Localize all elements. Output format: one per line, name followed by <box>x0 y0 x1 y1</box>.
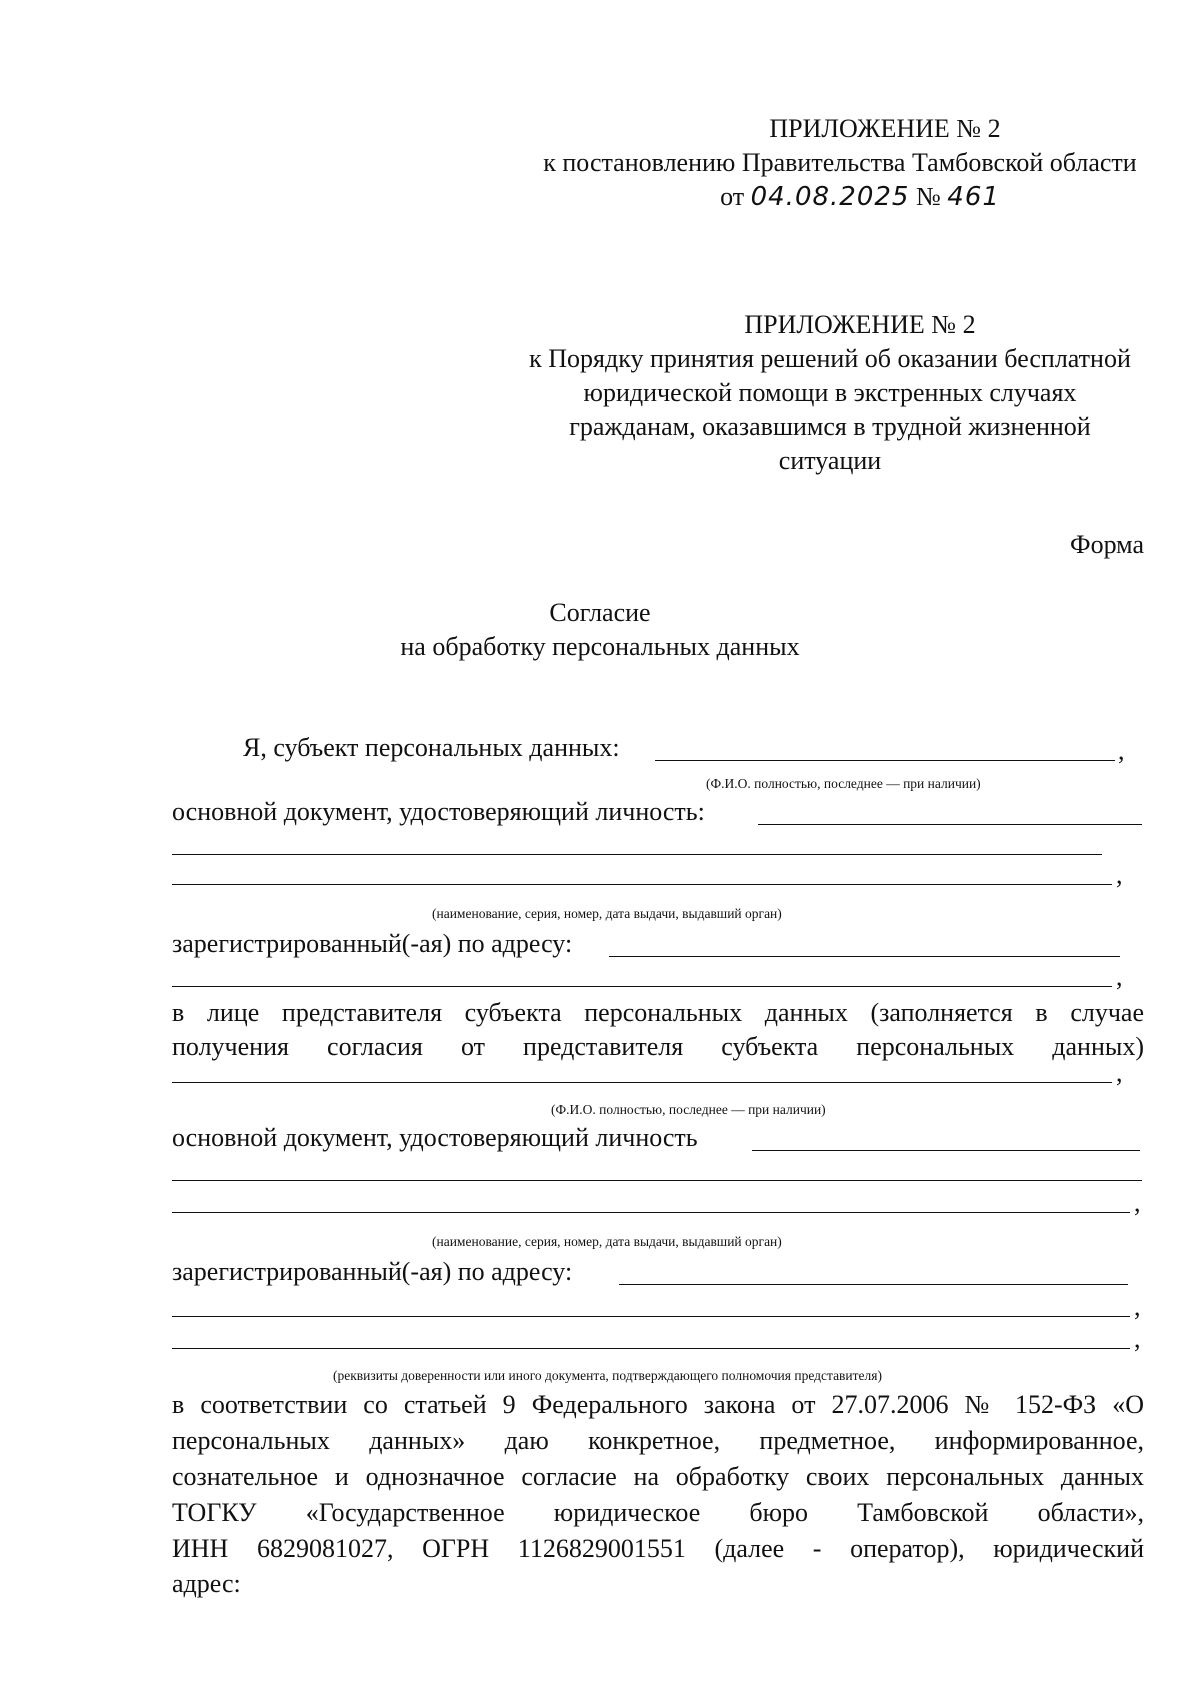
form-label: Форма <box>1070 530 1144 559</box>
number-sign: № <box>915 182 941 211</box>
consent-line-5: ИНН 6829081027, ОГРН 1126829001551 (далее - оператор), юридический <box>172 1534 1144 1563</box>
document-label: основной документ, удостоверяющий личность: <box>172 797 705 826</box>
document-field-line-3[interactable] <box>172 884 1112 885</box>
title-line-2: на обработку персональных данных <box>400 632 800 661</box>
subject-name-hint: (Ф.И.О. полностью, последнее — при наличии) <box>706 776 981 791</box>
document-field-line-2[interactable] <box>172 854 1102 855</box>
representative-line-1: в лице представителя субъекта персональных данных (заполняется в случае <box>172 998 1144 1027</box>
consent-line-6: адрес: <box>172 1569 241 1598</box>
rep-document-field-line-2[interactable] <box>172 1180 1142 1181</box>
appendix-reference-line: юридической помощи в экстренных случаях <box>583 378 1077 407</box>
date-prefix: от <box>720 182 745 211</box>
rep-document-field-line-3[interactable] <box>172 1212 1130 1213</box>
comma: , <box>1134 1188 1141 1217</box>
consent-line-3: сознательное и однозначное согласие на обработку своих персональных данных <box>172 1462 1144 1491</box>
appendix-header-2 <box>500 308 1160 478</box>
rep-address-label: зарегистрированный(-ая) по адресу: <box>172 1257 573 1286</box>
consent-line-4: ТОГКУ «Государственное юридическое бюро Тамбовской области», <box>172 1498 1144 1527</box>
rep-address-field-line-2[interactable] <box>172 1316 1130 1317</box>
representative-line-2: получения согласия от представителя субъекта персональных данных) <box>172 1032 1144 1061</box>
address-field-line-2[interactable] <box>172 986 1112 987</box>
comma: , <box>1134 1292 1141 1321</box>
document-field[interactable] <box>758 824 1142 825</box>
appendix-title: ПРИЛОЖЕНИЕ № 2 <box>744 310 976 339</box>
comma: , <box>1118 736 1125 765</box>
representative-name-hint: (Ф.И.О. полностью, последнее — при наличии) <box>551 1102 826 1117</box>
rep-document-field[interactable] <box>752 1150 1140 1151</box>
proxy-field[interactable] <box>172 1348 1130 1349</box>
comma: , <box>1134 1324 1141 1353</box>
appendix-reference-line: ситуации <box>778 446 882 475</box>
comma: , <box>1116 1058 1123 1087</box>
appendix-header-1 <box>520 112 1160 214</box>
comma: , <box>1116 860 1123 889</box>
appendix-date-line <box>520 180 1160 214</box>
address-field[interactable] <box>609 956 1120 957</box>
address-label: зарегистрированный(-ая) по адресу: <box>172 929 573 958</box>
appendix-reference-line: гражданам, оказавшимся в трудной жизненной <box>569 412 1091 441</box>
handwritten-number: 461 <box>947 182 1000 212</box>
handwritten-date: 04.08.2025 <box>750 182 910 212</box>
document-hint: (наименование, серия, номер, дата выдачи, выдавший орган) <box>432 906 782 921</box>
document-title <box>0 596 1200 664</box>
subject-name-field[interactable] <box>655 760 1115 761</box>
consent-line-2: персональных данных» даю конкретное, предметное, информированное, <box>172 1426 1144 1455</box>
appendix-title: ПРИЛОЖЕНИЕ № 2 <box>769 114 1001 143</box>
comma: , <box>1116 962 1123 991</box>
appendix-reference: к постановлению Правительства Тамбовской области <box>543 148 1137 177</box>
appendix-reference-line: к Порядку принятия решений об оказании бесплатной <box>529 344 1131 373</box>
rep-document-hint: (наименование, серия, номер, дата выдачи, выдавший орган) <box>432 1234 782 1249</box>
rep-document-label: основной документ, удостоверяющий личность <box>172 1123 698 1152</box>
proxy-hint: (реквизиты доверенности или иного документа, подтверждающего полномочия представителя) <box>333 1368 882 1383</box>
representative-name-field[interactable] <box>172 1082 1112 1083</box>
consent-line-1: в соответствии со статьей 9 Федерального закона от 27.07.2006 № 152-ФЗ «О <box>172 1390 1144 1419</box>
rep-address-field[interactable] <box>619 1284 1128 1285</box>
subject-label: Я, субъект персональных данных: <box>243 733 620 762</box>
title-line-1: Согласие <box>549 598 651 627</box>
